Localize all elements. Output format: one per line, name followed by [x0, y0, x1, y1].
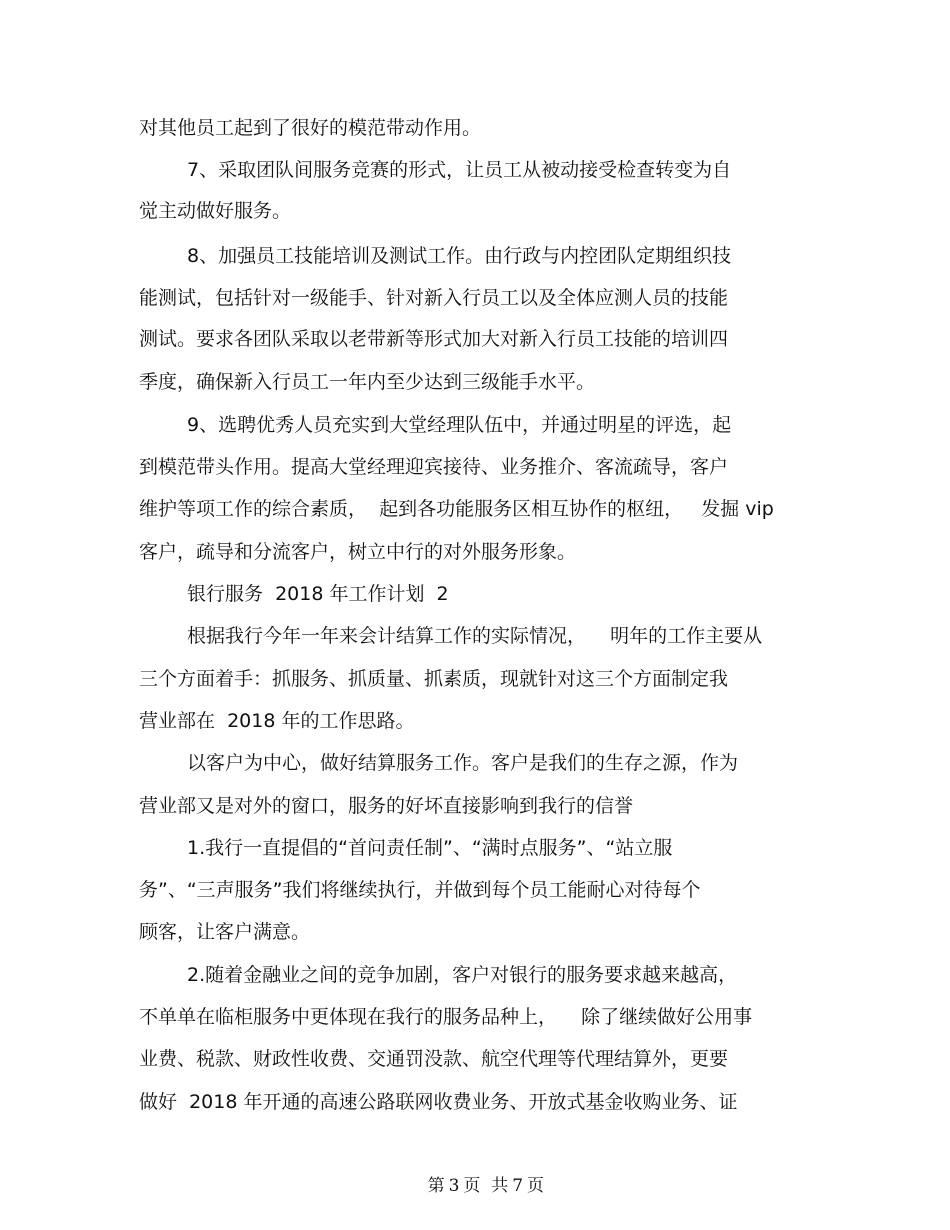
footer-prefix: 第 — [427, 1176, 445, 1196]
text-line: 业费、税款、财政性收费、交通罚没款、航空代理等代理结算外，更要 — [139, 1048, 729, 1070]
text-line: 务”、“三声服务”我们将继续执行，并做到每个员工能耐心对待每个 — [139, 879, 701, 901]
text-line: 做好 2018 年开通的高速公路联网收费业务、开放式基金收购业务、证 — [139, 1091, 738, 1113]
total-pages-number: 7 — [512, 1176, 524, 1196]
text-line: 觉主动做好服务。 — [139, 200, 292, 222]
text-line: 三个方面着手：抓服务、抓质量、抓素质，现就针对这三个方面制定我 — [139, 668, 729, 690]
section-heading: 银行服务 2018 年工作计划 2 — [187, 583, 449, 605]
text-line: 根据我行今年一年来会计结算工作的实际情况， 明年的工作主要从 — [187, 625, 763, 647]
text-line: 测试。要求各团队采取以老带新等形式加大对新入行员工技能的培训四 — [139, 328, 729, 350]
page-footer — [0, 1153, 950, 1219]
footer-middle: 页 共 — [463, 1176, 509, 1196]
text-line: 不单单在临柜服务中更体现在我行的服务品种上， 除了继续做好公用事 — [139, 1006, 753, 1028]
text-line: 9、选聘优秀人员充实到大堂经理队伍中，并通过明星的评选，起 — [187, 414, 732, 436]
text-line: 维护等项工作的综合素质， 起到各功能服务区相互协作的枢纽， 发掘 vip — [139, 498, 774, 520]
text-line: 季度，确保新入行员工一年内至少达到三级能手水平。 — [139, 371, 596, 393]
text-line: 顾客，让客户满意。 — [139, 921, 311, 943]
text-line: 客户，疏导和分流客户，树立中行的对外服务形象。 — [139, 541, 577, 563]
text-line: 能测试，包括针对一级能手、针对新入行员工以及全体应测人员的技能 — [139, 287, 729, 309]
text-line: 营业部在 2018 年的工作思路。 — [139, 710, 415, 732]
text-line: 对其他员工起到了很好的模范带动作用。 — [139, 117, 482, 139]
text-line: 8、加强员工技能培训及测试工作。由行政与内控团队定期组织技 — [187, 245, 732, 267]
text-line: 7、采取团队间服务竞赛的形式，让员工从被动接受检查转变为自 — [187, 159, 732, 181]
text-line: 2.随着金融业之间的竞争加剧，客户对银行的服务要求越来越高， — [187, 964, 738, 986]
current-page-number: 3 — [448, 1176, 460, 1196]
text-line: 营业部又是对外的窗口，服务的好坏直接影响到我行的信誉 — [139, 795, 634, 817]
text-line: 以客户为中心，做好结算服务工作。客户是我们的生存之源，作为 — [187, 752, 739, 774]
text-line: 到模范带头作用。提高大堂经理迎宾接待、业务推介、客流疏导，客户 — [139, 456, 729, 478]
footer-suffix: 页 — [527, 1176, 545, 1196]
text-line: 1.我行一直提倡的“首问责任制”、“满时点服务”、“站立服 — [187, 837, 673, 859]
